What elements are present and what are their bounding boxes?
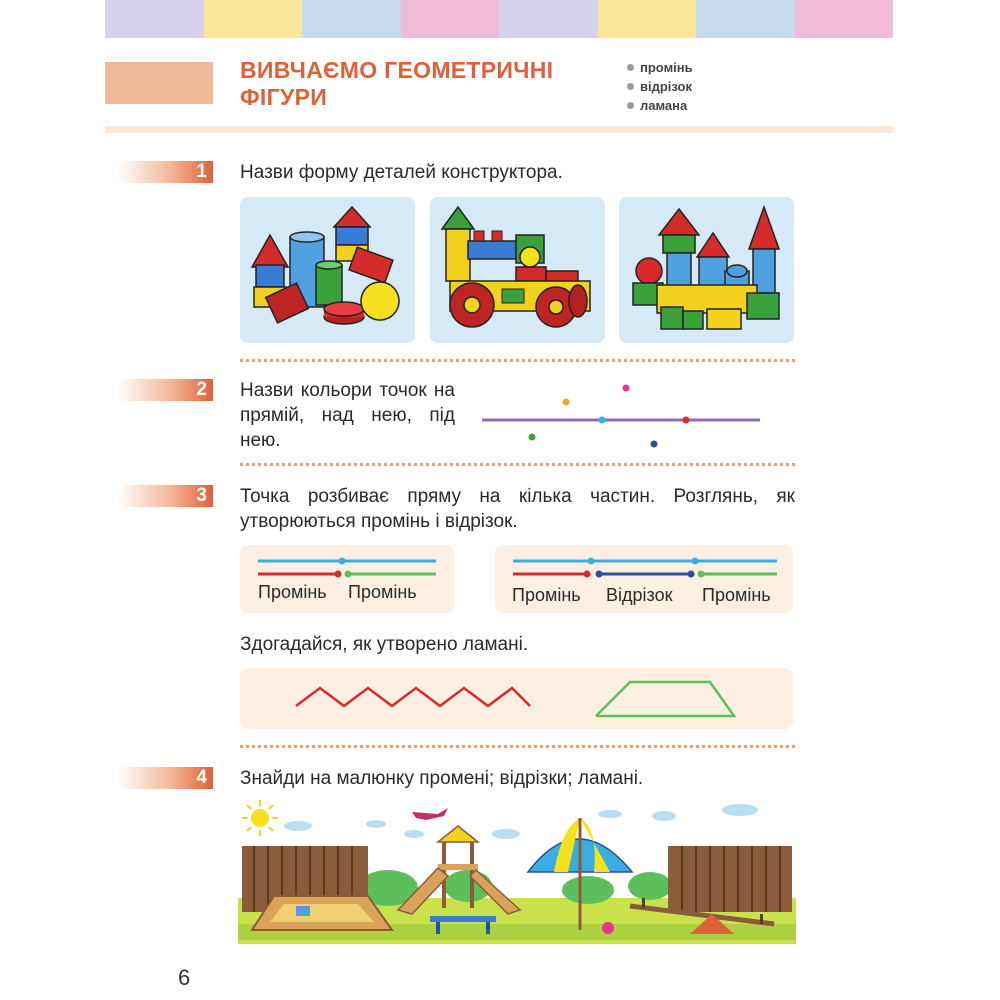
- strip-segment: [204, 0, 303, 38]
- slide-roof: [438, 826, 478, 842]
- top-color-strip: [105, 0, 893, 38]
- task-number-1: 1: [118, 161, 213, 183]
- task-4-text: Знайди на малюнку промені; відрізки; ламані.: [240, 768, 644, 789]
- points-line-diagram: [478, 380, 768, 460]
- blocks-castle-image: [240, 197, 415, 343]
- strip-segment: [598, 0, 697, 38]
- topic-item: відрізок: [627, 77, 693, 96]
- page-number: 6: [178, 965, 191, 990]
- ray-label: Промінь: [702, 585, 771, 605]
- bullet-icon: [627, 102, 634, 109]
- ray-label: Промінь: [512, 585, 581, 605]
- strip-segment: [795, 0, 894, 38]
- blocks-train-image: [430, 197, 605, 343]
- bullet-icon: [627, 64, 634, 71]
- navy-point: [651, 441, 658, 448]
- section-divider: [240, 463, 795, 466]
- ray-example-box: [240, 545, 454, 613]
- bullet-icon: [627, 83, 634, 90]
- ball: [602, 922, 614, 934]
- header-accent-block: [105, 62, 213, 104]
- page-title: ВИВЧАЄМО ГЕОМЕТРИЧНІ ФІГУРИ: [240, 57, 554, 110]
- ray-label: Промінь: [258, 582, 327, 602]
- airplane-icon: [412, 808, 448, 820]
- task-number-4: 4: [118, 767, 213, 789]
- blocks-towers-image: [619, 197, 794, 343]
- zigzag-polyline: [296, 688, 530, 706]
- ray-label: Промінь: [348, 582, 417, 602]
- section-divider: [240, 745, 795, 748]
- strip-segment: [696, 0, 795, 38]
- task-number-3: 3: [118, 485, 213, 507]
- polylines-box: [240, 668, 793, 729]
- topics-list: [627, 58, 693, 115]
- green-point: [529, 434, 536, 441]
- playground-image: [238, 798, 796, 944]
- bench: [430, 916, 496, 922]
- blue-point-on-line: [599, 417, 606, 424]
- orange-point: [563, 399, 570, 406]
- task-number-2: 2: [118, 379, 213, 401]
- section-divider: [240, 359, 795, 362]
- strip-segment: [302, 0, 401, 38]
- strip-segment: [105, 0, 204, 38]
- fence-right: [668, 846, 792, 912]
- red-point-on-line: [683, 417, 690, 424]
- topic-item: промінь: [627, 58, 693, 77]
- pink-point: [623, 385, 630, 392]
- task-3-text: Точка розбиває пряму на кілька частин. Розглянь, як утворюються промінь і відрізок.: [240, 486, 795, 532]
- header-underline: [105, 126, 893, 133]
- task-2-text: Назви кольори точок на прямій, над нею, під нею.: [240, 380, 455, 451]
- strip-segment: [401, 0, 500, 38]
- task-1-text: Назви форму деталей конструктора.: [240, 162, 563, 183]
- topic-item: ламана: [627, 96, 693, 115]
- segment-example-box: [495, 545, 793, 613]
- segment-label: Відрізок: [606, 585, 673, 605]
- strip-segment: [499, 0, 598, 38]
- polyline-question: Здогадайся, як утворено ламані.: [240, 634, 529, 655]
- sun-icon: [242, 800, 278, 836]
- trapezoid-polyline: [596, 682, 734, 716]
